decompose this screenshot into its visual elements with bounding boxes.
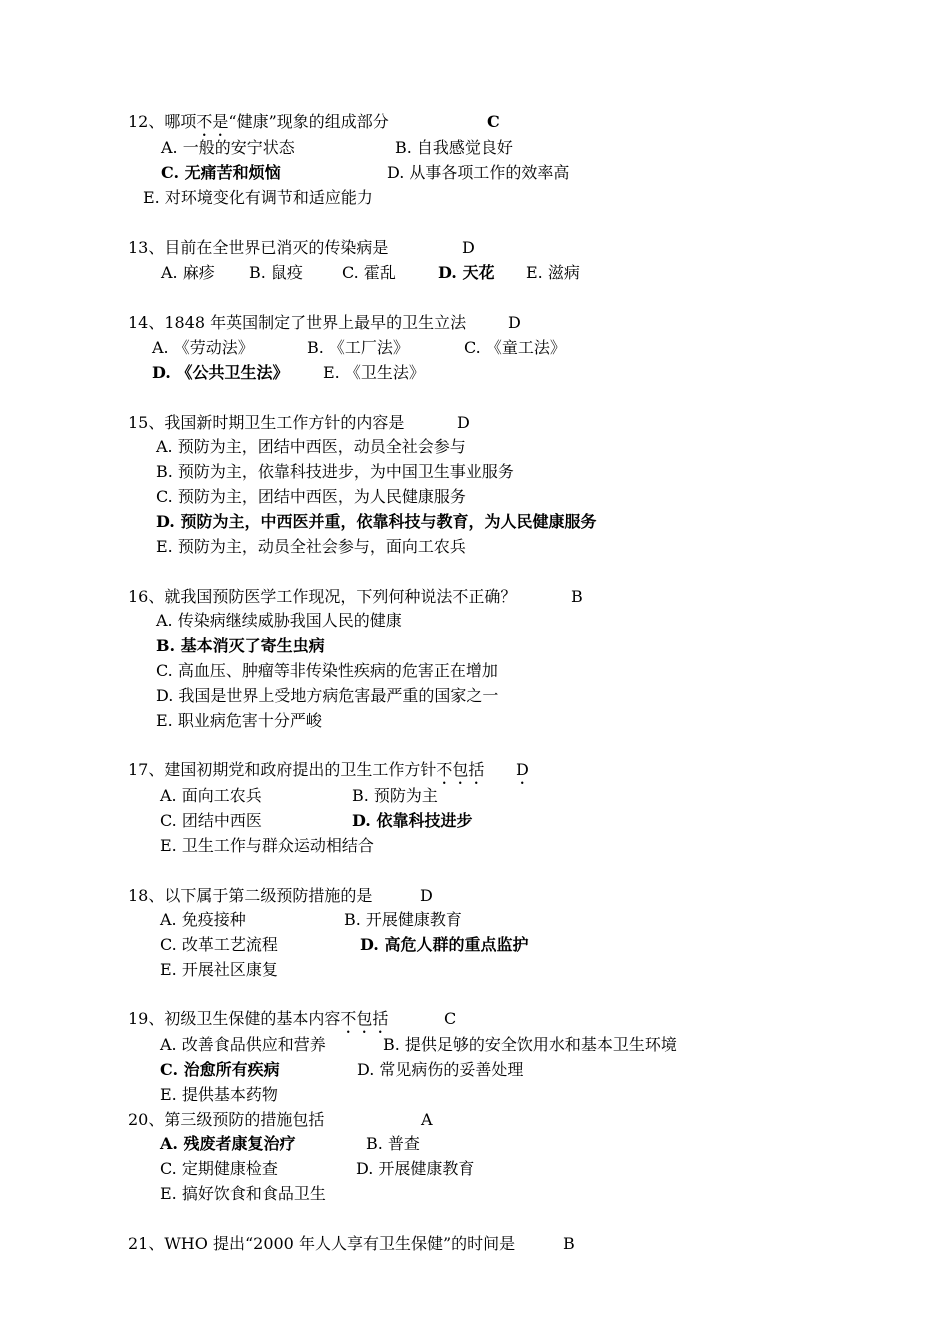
option-correct: D. 天花: [438, 263, 495, 282]
option: B. 预防为主: [352, 786, 438, 805]
option: B. 《工厂法》: [307, 338, 409, 357]
question-13-stem: 13、目前在全世界已消灭的传染病是: [128, 238, 389, 257]
option: D. 我国是世界上受地方病危害最严重的国家之一: [156, 686, 499, 705]
option: C. 改革工艺流程: [160, 935, 278, 954]
option: C. 高血压、肿瘤等非传染性疾病的危害正在增加: [156, 661, 498, 680]
option: A. 麻疹: [161, 263, 215, 282]
option: B. 普查: [366, 1134, 420, 1153]
question-20-answer: A: [421, 1110, 433, 1129]
option-correct: B. 基本消灭了寄生虫病: [156, 636, 325, 655]
emphasis-dots: 不包括: [436, 760, 485, 779]
option: E. 提供基本药物: [160, 1085, 278, 1104]
question-14-answer: D: [508, 313, 521, 332]
option: E. 卫生工作与群众运动相结合: [160, 836, 374, 855]
option-correct: A. 残废者康复治疗: [160, 1134, 296, 1153]
option: D. 开展健康教育: [356, 1159, 475, 1178]
question-19-answer: C: [444, 1009, 457, 1028]
option: A. 免疫接种: [160, 910, 246, 929]
emphasis-dots: 不包括: [340, 1009, 389, 1028]
option: E. 职业病危害十分严峻: [156, 711, 322, 730]
question-12-stem: 12、哪项不是“健康”现象的组成部分: [128, 112, 389, 131]
option: E. 搞好饮食和食品卫生: [160, 1184, 326, 1203]
option: E. 对环境变化有调节和适应能力: [143, 188, 373, 207]
option: E. 开展社区康复: [160, 960, 278, 979]
option: A. 一般的安宁状态: [161, 138, 295, 157]
option: B. 鼠疫: [249, 263, 303, 282]
option: A. 预防为主，团结中西医，动员全社会参与: [156, 437, 466, 456]
option: D. 常见病伤的妥善处理: [357, 1060, 524, 1079]
option: B. 预防为主，依靠科技进步，为中国卫生事业服务: [156, 462, 514, 481]
question-17-stem: 17、建国初期党和政府提出的卫生工作方针不包括: [128, 760, 485, 779]
option: E. 滋病: [526, 263, 580, 282]
question-20-stem: 20、第三级预防的措施包括: [128, 1110, 325, 1129]
question-14-stem: 14、1848 年英国制定了世界上最早的卫生立法: [128, 313, 467, 332]
option: B. 提供足够的安全饮用水和基本卫生环境: [383, 1035, 677, 1054]
option-correct: C. 治愈所有疾病: [160, 1060, 280, 1079]
question-18-stem: 18、以下属于第二级预防措施的是: [128, 886, 373, 905]
question-21-answer: B: [563, 1234, 575, 1253]
option: C. 《童工法》: [464, 338, 566, 357]
option: C. 霍乱: [342, 263, 396, 282]
option: E. 预防为主，动员全社会参与，面向工农兵: [156, 537, 466, 556]
option: C. 定期健康检查: [160, 1159, 278, 1178]
option: A. 《劳动法》: [152, 338, 254, 357]
option: E. 《卫生法》: [323, 363, 425, 382]
question-13-answer: D: [462, 238, 475, 257]
question-12-answer: C: [487, 112, 500, 131]
question-16-answer: B: [571, 587, 583, 606]
option: A. 面向工农兵: [160, 786, 262, 805]
option: C. 团结中西医: [160, 811, 262, 830]
question-21-stem: 21、WHO 提出“2000 年人人享有卫生保健”的时间是: [128, 1234, 516, 1253]
question-17-answer: D: [516, 760, 529, 779]
option-correct: D. 《公共卫生法》: [152, 363, 289, 382]
option-correct: D. 依靠科技进步: [352, 811, 473, 830]
option-correct: D. 预防为主，中西医并重，依靠科技与教育，为人民健康服务: [156, 512, 597, 531]
question-15-stem: 15、我国新时期卫生工作方针的内容是: [128, 413, 405, 432]
option: A. 改善食品供应和营养: [160, 1035, 326, 1054]
option: B. 开展健康教育: [344, 910, 462, 929]
option: C. 预防为主，团结中西医，为人民健康服务: [156, 487, 466, 506]
option: B. 自我感觉良好: [395, 138, 513, 157]
option: D. 从事各项工作的效率高: [387, 163, 570, 182]
question-15-answer: D: [457, 413, 470, 432]
emphasis-dots: 不是: [196, 112, 229, 131]
option: A. 传染病继续威胁我国人民的健康: [156, 611, 402, 630]
question-19-stem: 19、初级卫生保健的基本内容不包括: [128, 1009, 389, 1028]
option-correct: D. 高危人群的重点监护: [360, 935, 529, 954]
question-16-stem: 16、就我国预防医学工作现况，下列何种说法不正确？: [128, 587, 517, 606]
option-correct: C. 无痛苦和烦恼: [161, 163, 281, 182]
question-18-answer: D: [420, 886, 433, 905]
